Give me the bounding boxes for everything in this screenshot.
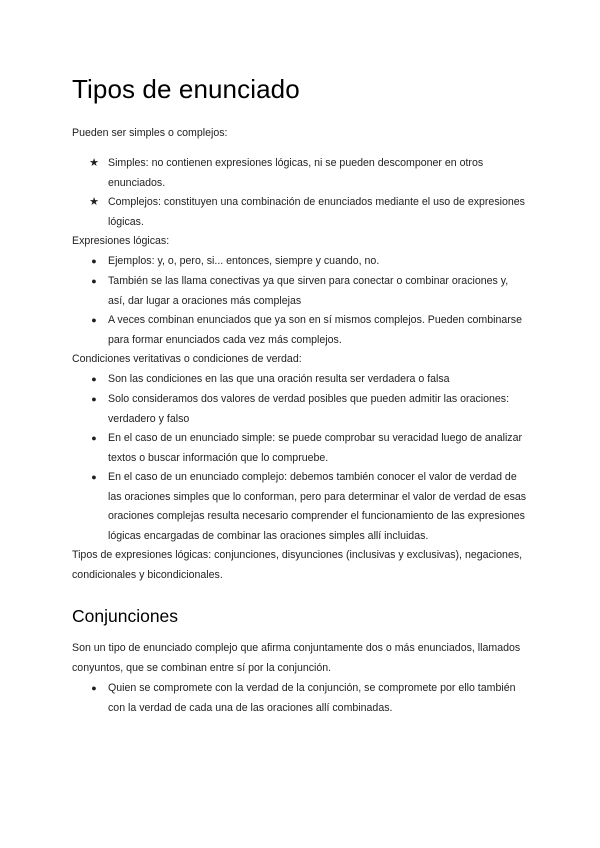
dot-bullet-icon: ● bbox=[91, 683, 97, 693]
bullet-list-item bbox=[91, 679, 528, 718]
dot-bullet-icon: ● bbox=[91, 472, 97, 482]
star-list-item bbox=[89, 154, 528, 193]
list-item-text: Solo consideramos dos valores de verdad posibles que pueden admitir las oraciones: verdadero y falso bbox=[108, 393, 510, 425]
list-item-text: Quien se compromete con la verdad de la conjunción, se compromete por ello también con la verdad de cada una de las oraciones allí combinadas. bbox=[108, 682, 516, 714]
bullet-list-item bbox=[91, 272, 528, 311]
bullet-list-item bbox=[91, 311, 528, 350]
intro-paragraph: Pueden ser simples o complejos: bbox=[72, 127, 228, 139]
bullet-list-item bbox=[91, 390, 528, 429]
list-item-text: También se las llama conectivas ya que sirven para conectar o combinar oraciones y, así, dar lugar a oraciones más complejas bbox=[108, 275, 509, 307]
condiciones-heading: Condiciones veritativas o condiciones de verdad: bbox=[72, 353, 302, 365]
conjunciones-paragraph: Son un tipo de enunciado complejo que afirma conjuntamente dos o más enunciados, llamados conyuntos, que se combinan entre sí por la conjunción. bbox=[72, 642, 521, 674]
list-item-text: A veces combinan enunciados que ya son en sí mismos complejos. Pueden combinarse para formar enunciados cada vez más complejos. bbox=[108, 314, 522, 346]
bullet-list-item bbox=[91, 252, 528, 272]
dot-bullet-icon: ● bbox=[91, 433, 97, 443]
dot-bullet-icon: ● bbox=[91, 394, 97, 404]
section-title-conjunciones: Conjunciones bbox=[72, 606, 179, 626]
tipos-paragraph: Tipos de expresiones lógicas: conjunciones, disyunciones (inclusivas y exclusivas), negaciones, condicionales y bicondicionales. bbox=[72, 549, 523, 581]
list-item-text: Complejos: constituyen una combinación de enunciados mediante el uso de expresiones lógicas. bbox=[108, 196, 525, 228]
dot-bullet-icon: ● bbox=[91, 256, 97, 266]
star-list-item bbox=[89, 193, 528, 232]
list-item-text: En el caso de un enunciado simple: se puede comprobar su veracidad luego de analizar textos o buscar información que lo compruebe. bbox=[108, 432, 523, 464]
list-item-text: En el caso de un enunciado complejo: debemos también conocer el valor de verdad de las oraciones simples que lo conforman, pero para determinar el valor de verdad de esas oraciones complejas resulta necesario comprender el funcionamiento de las expresiones lógicas encargadas de combinar las oraciones simples allí incluidas. bbox=[108, 471, 527, 542]
list-item-text: Ejemplos: y, o, pero, si... entonces, siempre y cuando, no. bbox=[108, 255, 380, 267]
list-item-text: Simples: no contienen expresiones lógicas, ni se pueden descomponer en otros enunciados. bbox=[108, 157, 484, 189]
star-bullet-icon: ★ bbox=[89, 196, 99, 208]
bullet-list-item bbox=[91, 429, 528, 468]
bullet-list-item bbox=[91, 468, 528, 546]
star-bullet-icon: ★ bbox=[89, 157, 99, 169]
bullet-list-item bbox=[91, 370, 528, 390]
dot-bullet-icon: ● bbox=[91, 276, 97, 286]
dot-bullet-icon: ● bbox=[91, 315, 97, 325]
expresiones-heading: Expresiones lógicas: bbox=[72, 235, 170, 247]
page-title: Tipos de enunciado bbox=[72, 74, 300, 104]
list-item-text: Son las condiciones en las que una oración resulta ser verdadera o falsa bbox=[108, 373, 450, 385]
dot-bullet-icon: ● bbox=[91, 374, 97, 384]
